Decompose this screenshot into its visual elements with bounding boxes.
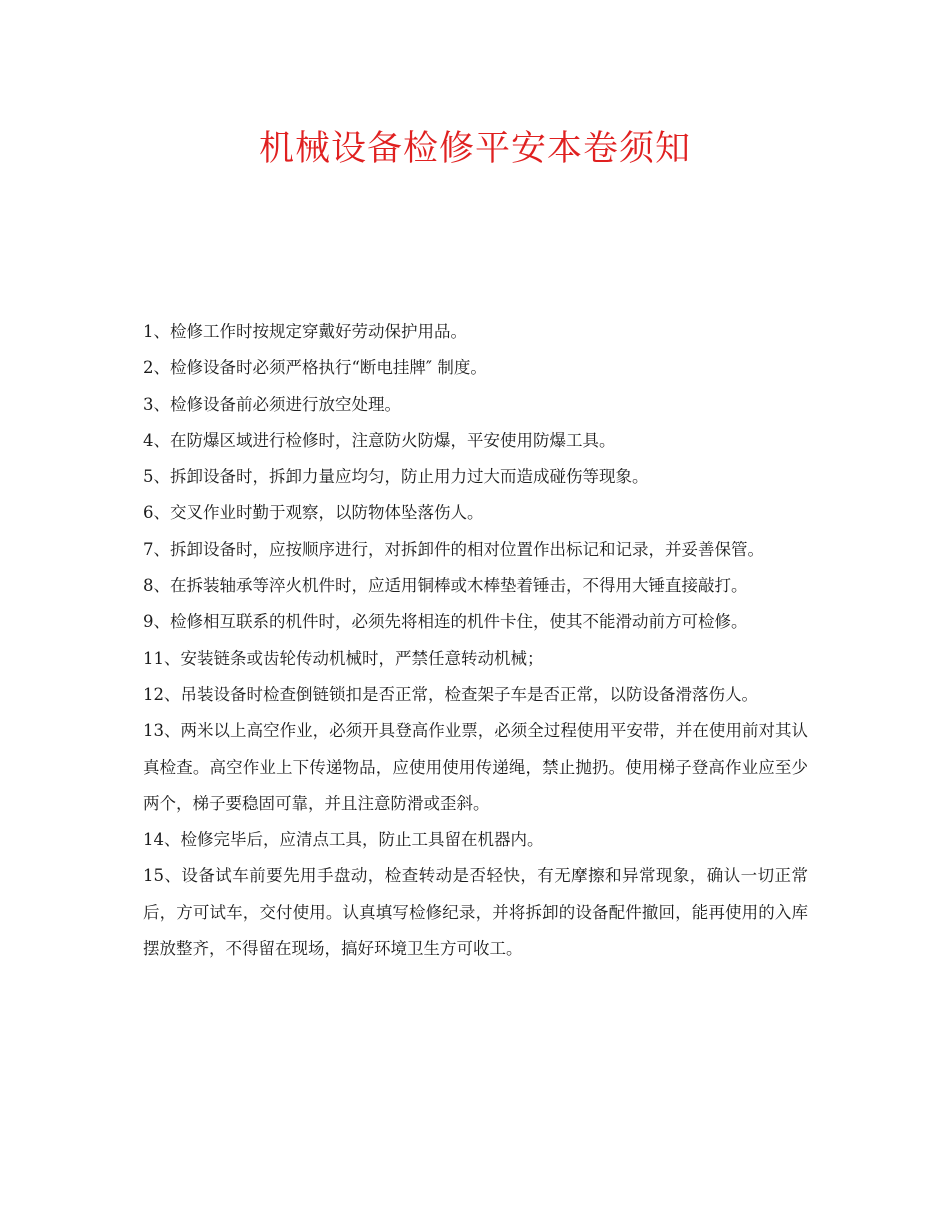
rule-item: 5、拆卸设备时，拆卸力量应均匀，防止用力过大而造成碰伤等现象。 bbox=[143, 467, 649, 487]
rule-item: 6、交叉作业时勤于观察，以防物体坠落伤人。 bbox=[143, 503, 484, 523]
rule-item: 12、吊装设备时检查倒链锁扣是否正常，检查架子车是否正常，以防设备滑落伤人。 bbox=[143, 684, 758, 704]
rule-item: 2、检修设备时必须严格执行“断电挂牌″ 制度。 bbox=[143, 358, 487, 378]
rule-item: 3、检修设备前必须进行放空处理。 bbox=[143, 394, 401, 414]
rule-item: 11、安装链条或齿轮传动机械时，严禁任意转动机械； bbox=[143, 648, 544, 668]
rule-item: 9、检修相互联系的机件时，必须先将相连的机件卡住，使其不能滑动前方可检修。 bbox=[143, 612, 748, 632]
rule-item: 7、拆卸设备时，应按顺序进行，对拆卸件的相对位置作出标记和记录，并妥善保管。 bbox=[143, 539, 764, 559]
document-title: 机械设备检修平安本卷须知 bbox=[258, 129, 691, 169]
rules-list bbox=[143, 314, 808, 967]
rule-item: 4、在防爆区域进行检修时，注意防火防爆，平安使用防爆工具。 bbox=[143, 430, 616, 450]
rule-item: 1、检修工作时按规定穿戴好劳动保护用品。 bbox=[143, 322, 467, 341]
rule-item: 15、设备试车前要先用手盘动，检查转动是否轻快，有无摩擦和异常现象，确认一切正常后，方可试车，交付使用。认真填写检修纪录，并将拆卸的设备配件撤回，能再使用的入库摆放整齐，不得留在现场，搞好环境卫生方可收工。 bbox=[143, 866, 808, 959]
rule-item: 14、检修完毕后，应清点工具，防止工具留在机器内。 bbox=[143, 830, 544, 850]
rule-item: 8、在拆装轴承等淬火机件时，应适用铜棒或木棒垫着锤击，不得用大锤直接敲打。 bbox=[143, 576, 748, 596]
rule-item: 13、两米以上高空作业，必须开具登高作业票，必须全过程使用平安带，并在使用前对其认真检查。高空作业上下传递物品，应使用使用传递绳，禁止抛扔。使用梯子登高作业应至少两个，梯子要稳固可靠，并且注意防滑或歪斜。 bbox=[143, 721, 808, 813]
